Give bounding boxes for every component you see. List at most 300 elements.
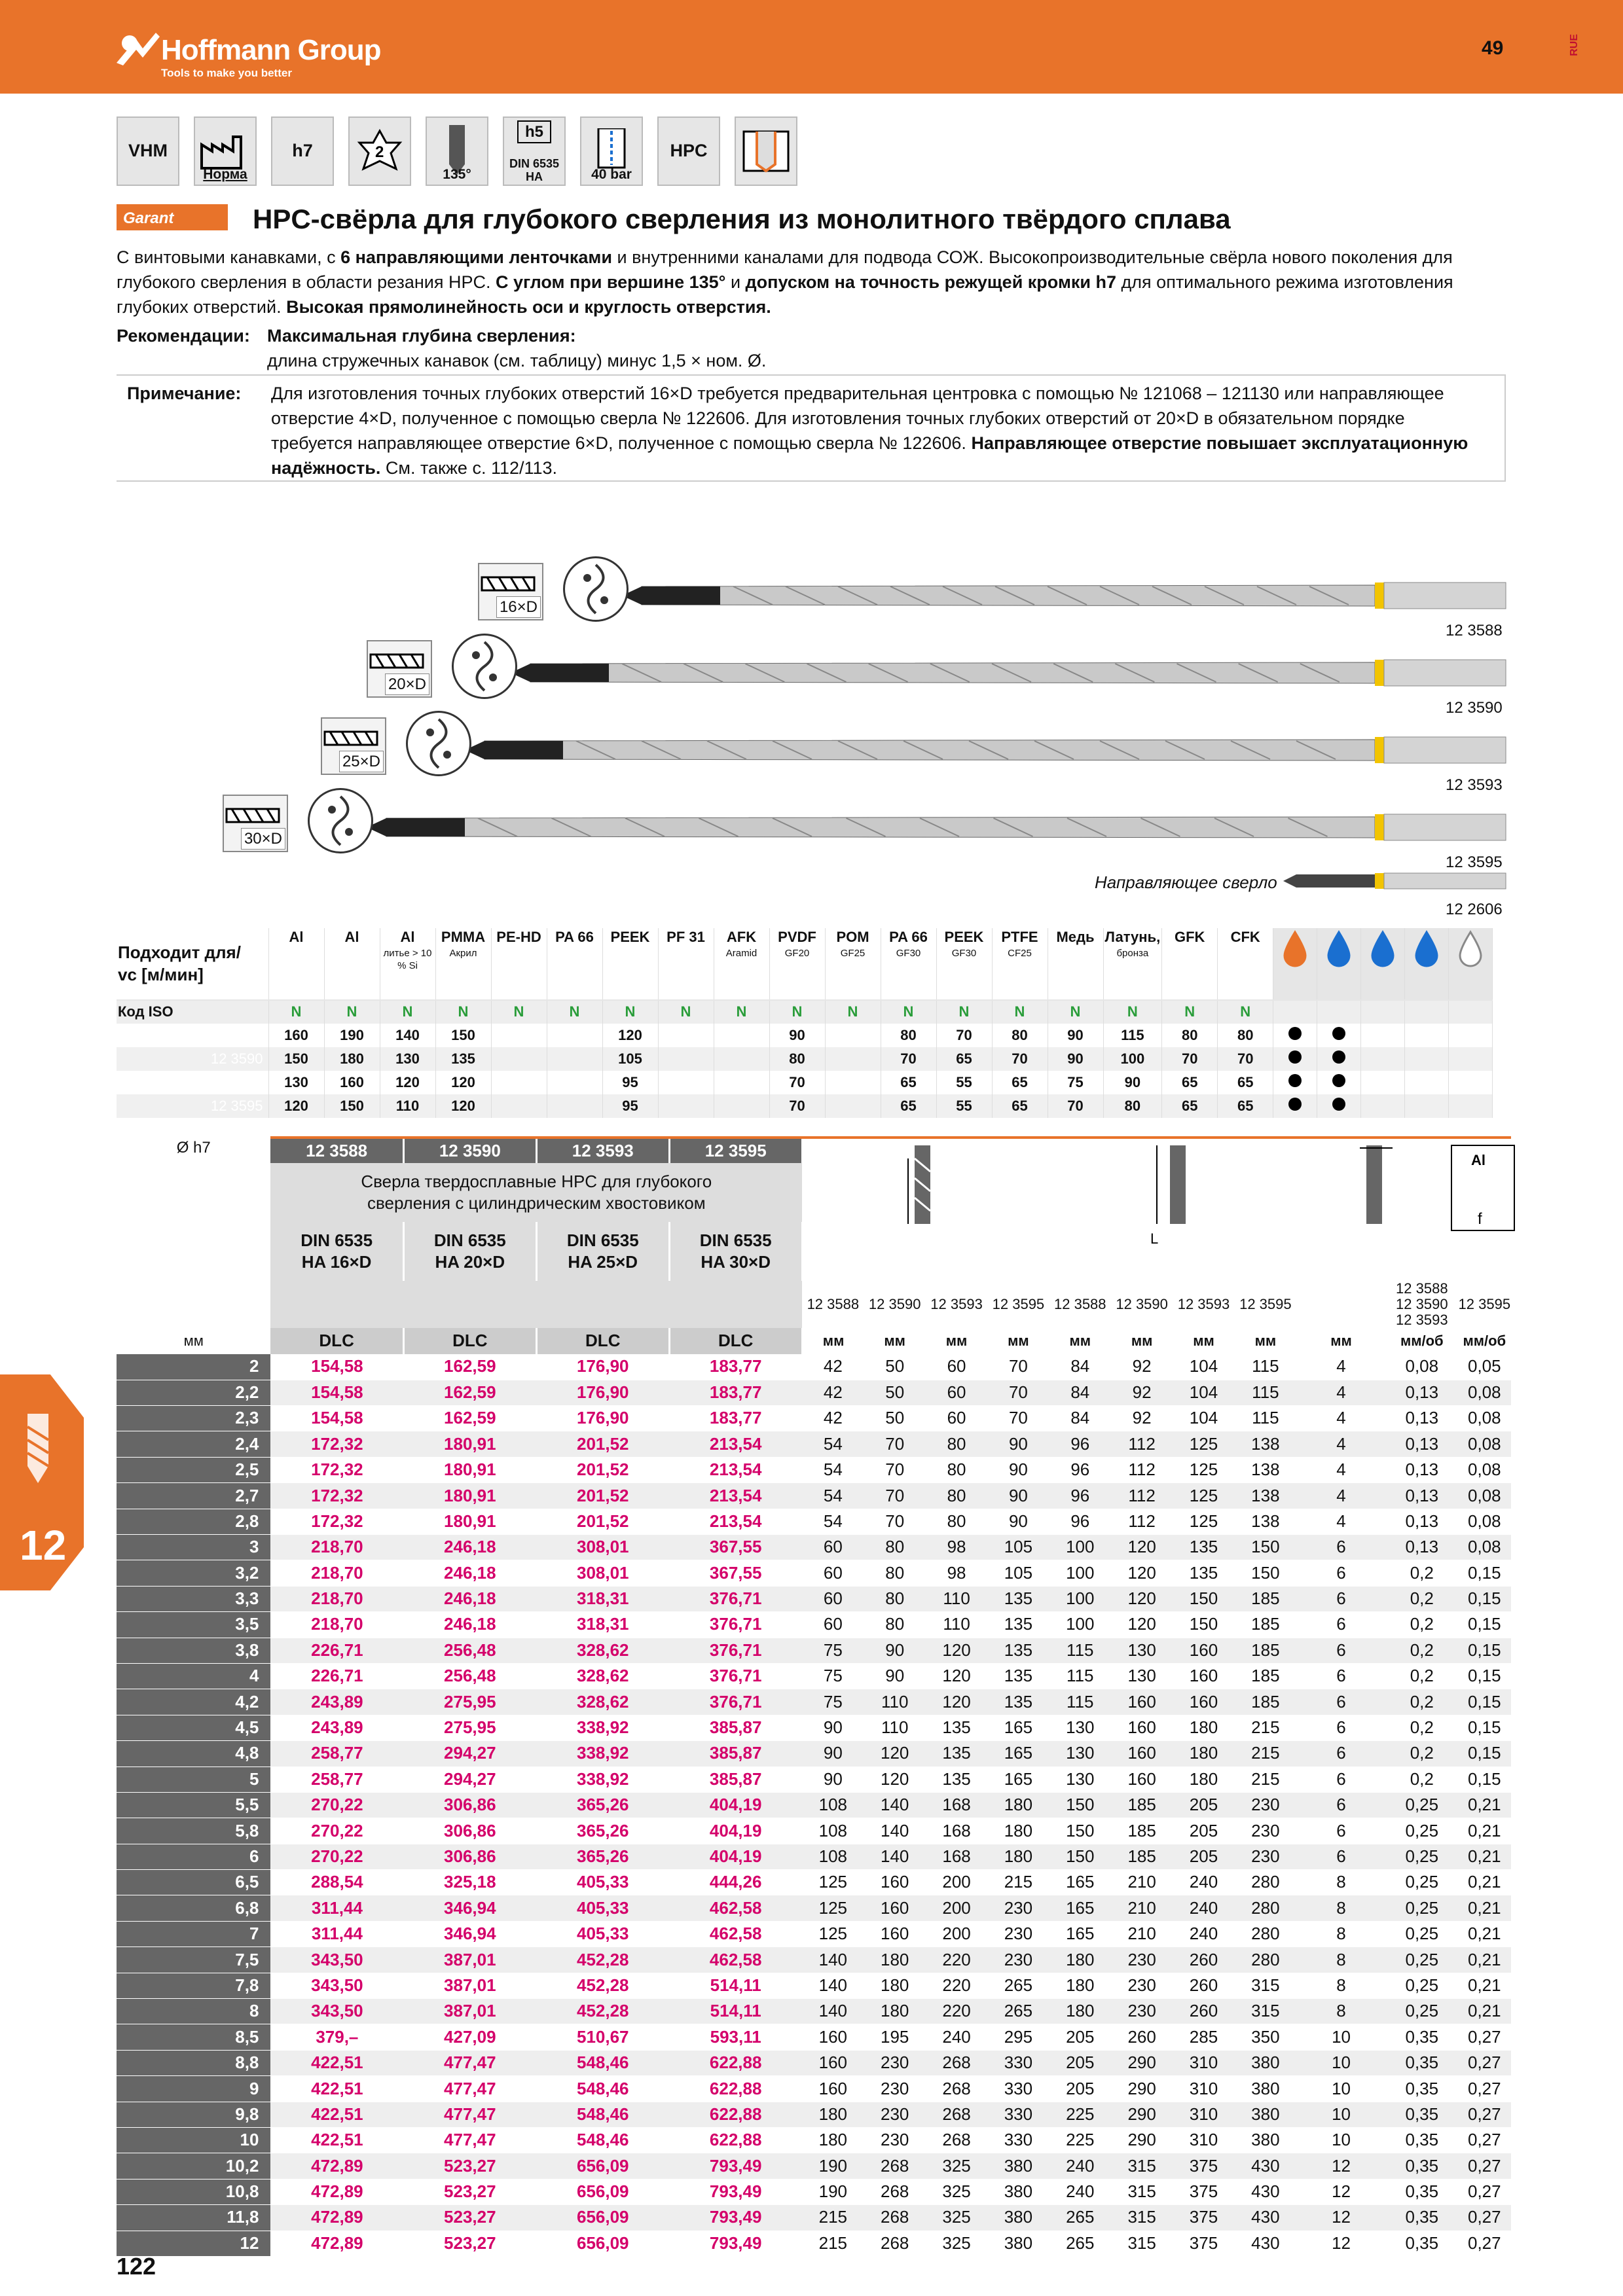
dimension-value: 84: [1049, 1380, 1111, 1405]
price[interactable]: 258,77: [270, 1767, 403, 1792]
price[interactable]: 477,47: [403, 2050, 536, 2075]
price[interactable]: 311,44: [270, 1895, 403, 1921]
diameter: 10: [117, 2128, 270, 2153]
dimension-value: 0,15: [1458, 1560, 1511, 1586]
dimension-value: 380: [1235, 2128, 1296, 2153]
price[interactable]: 422,51: [270, 2128, 403, 2153]
price[interactable]: 379,–: [270, 2024, 403, 2050]
dimension-value: 6: [1296, 1638, 1386, 1663]
dimension-value: 150: [1235, 1535, 1296, 1560]
iso-code: N: [547, 1000, 602, 1024]
price[interactable]: 514,11: [669, 1973, 802, 1998]
price[interactable]: 472,89: [270, 2231, 403, 2256]
unit-label: мм/об: [1400, 1332, 1444, 1349]
dimension-value: 205: [1049, 2076, 1111, 2102]
dimension-value: 110: [926, 1612, 987, 1638]
price[interactable]: 172,32: [270, 1483, 403, 1509]
price[interactable]: 472,89: [270, 2179, 403, 2204]
price[interactable]: 180,91: [403, 1509, 536, 1534]
dimension-value: 125: [802, 1895, 864, 1921]
material-column: [881, 928, 936, 1000]
dimension-value: 112: [1111, 1457, 1173, 1482]
price[interactable]: 376,71: [669, 1638, 802, 1663]
coolant-suitability: [1317, 1024, 1361, 1047]
dimension-value: 268: [926, 2076, 987, 2102]
price[interactable]: 243,89: [270, 1715, 403, 1740]
price[interactable]: 183,77: [669, 1406, 802, 1431]
price[interactable]: 328,62: [536, 1689, 669, 1715]
dimension-value: 0,35: [1386, 2050, 1458, 2075]
price[interactable]: 427,09: [403, 2024, 536, 2050]
cutting-speed: 70: [936, 1024, 992, 1047]
price[interactable]: 472,89: [270, 2205, 403, 2231]
price[interactable]: 376,71: [669, 1586, 802, 1611]
empty-cell: [536, 1281, 669, 1328]
price[interactable]: 793,49: [669, 2179, 802, 2204]
article-number[interactable]: [270, 1138, 403, 1163]
price[interactable]: 343,50: [270, 1999, 403, 2024]
price[interactable]: 172,32: [270, 1431, 403, 1457]
diameter: 6,8: [117, 1895, 270, 1921]
price[interactable]: 548,46: [536, 2076, 669, 2102]
price[interactable]: 548,46: [536, 2050, 669, 2075]
drill-shank: [1384, 814, 1506, 840]
drill-tip: [465, 741, 563, 759]
article-number[interactable]: [669, 1138, 802, 1163]
coolant-suitability: [1273, 1047, 1317, 1071]
price[interactable]: 477,47: [403, 2102, 536, 2127]
intro-segment: 6 направляющими ленточками: [340, 247, 612, 267]
hpc-icon: HPC: [657, 117, 720, 186]
price[interactable]: 338,92: [536, 1767, 669, 1792]
price[interactable]: 226,71: [270, 1638, 403, 1663]
price[interactable]: 172,32: [270, 1457, 403, 1482]
price[interactable]: 376,71: [669, 1663, 802, 1689]
price[interactable]: 270,22: [270, 1844, 403, 1869]
price[interactable]: 213,54: [669, 1483, 802, 1509]
price[interactable]: 318,31: [536, 1612, 669, 1638]
dimension-value: 50: [864, 1380, 926, 1405]
cutting-speed: 120: [435, 1094, 491, 1118]
diameter: 6: [117, 1844, 270, 1869]
cutting-speed: 120: [380, 1071, 435, 1094]
price[interactable]: 338,92: [536, 1715, 669, 1740]
material-speed-row: [117, 1071, 1493, 1094]
price[interactable]: 523,27: [403, 2205, 536, 2231]
price[interactable]: 793,49: [669, 2153, 802, 2179]
note-label: Примечание:: [127, 384, 242, 403]
price[interactable]: 404,19: [669, 1792, 802, 1818]
dimension-value: 60: [802, 1612, 864, 1638]
price[interactable]: 387,01: [403, 1999, 536, 2024]
dimension-value: 0,27: [1458, 2128, 1511, 2153]
price[interactable]: 180,91: [403, 1457, 536, 1482]
section-number: 12: [20, 1522, 67, 1569]
price[interactable]: 343,50: [270, 1973, 403, 1998]
suitable-dot-icon: [1288, 1027, 1302, 1040]
price[interactable]: 365,26: [536, 1818, 669, 1844]
cutting-speed: 160: [324, 1071, 380, 1094]
price[interactable]: 793,49: [669, 2205, 802, 2231]
vhm-icon: VHM: [117, 117, 179, 186]
coating: DLC: [669, 1328, 802, 1354]
suitable-dot-icon: [1332, 1074, 1345, 1087]
cutting-speed: 150: [435, 1024, 491, 1047]
price[interactable]: 201,52: [536, 1457, 669, 1482]
price[interactable]: 294,27: [403, 1741, 536, 1767]
coolant-suitability: [1361, 1047, 1405, 1071]
article-number-text: 12 3595: [704, 1140, 767, 1160]
price[interactable]: 308,01: [536, 1560, 669, 1586]
price[interactable]: 622,88: [669, 2076, 802, 2102]
coolant-suitability: [1273, 1024, 1317, 1047]
price[interactable]: 154,58: [270, 1354, 403, 1380]
table-row: [117, 1586, 1511, 1611]
price[interactable]: 365,26: [536, 1792, 669, 1818]
price[interactable]: 376,71: [669, 1689, 802, 1715]
price[interactable]: 593,11: [669, 2024, 802, 2050]
dimension-value: 100: [1049, 1586, 1111, 1611]
price[interactable]: 523,27: [403, 2153, 536, 2179]
price[interactable]: 246,18: [403, 1612, 536, 1638]
column-article-code: 12 3590: [1116, 1296, 1168, 1313]
diameter: 3,8: [117, 1638, 270, 1663]
price[interactable]: 367,55: [669, 1560, 802, 1586]
price[interactable]: 328,62: [536, 1638, 669, 1663]
dimension-value: 375: [1173, 2231, 1234, 2256]
article-number[interactable]: [403, 1138, 536, 1163]
dimension-value: 60: [926, 1380, 987, 1405]
dimension-value: 4: [1296, 1483, 1386, 1509]
price[interactable]: 385,87: [669, 1741, 802, 1767]
price[interactable]: 422,51: [270, 2050, 403, 2075]
table-row: [117, 2050, 1511, 2075]
drill-illustrations: [223, 530, 1532, 923]
price[interactable]: 656,09: [536, 2205, 669, 2231]
price[interactable]: 346,94: [403, 1895, 536, 1921]
price[interactable]: 294,27: [403, 1767, 536, 1792]
price[interactable]: 622,88: [669, 2128, 802, 2153]
table-row: [117, 2179, 1511, 2204]
brand-logo[interactable]: [117, 31, 381, 81]
price[interactable]: 422,51: [270, 2076, 403, 2102]
price[interactable]: 201,52: [536, 1509, 669, 1534]
price[interactable]: 365,26: [536, 1844, 669, 1869]
price[interactable]: 656,09: [536, 2153, 669, 2179]
price[interactable]: 477,47: [403, 2076, 536, 2102]
table-row: [117, 1638, 1511, 1663]
cutting-speed: 65: [1218, 1071, 1273, 1094]
price[interactable]: 246,18: [403, 1560, 536, 1586]
price[interactable]: 422,51: [270, 2102, 403, 2127]
price[interactable]: 154,58: [270, 1380, 403, 1405]
price[interactable]: 201,52: [536, 1483, 669, 1509]
dimension-value: 138: [1235, 1457, 1296, 1482]
dimension-value: 4: [1296, 1457, 1386, 1482]
cutting-speed: 70: [1048, 1094, 1103, 1118]
diameter: 2,3: [117, 1406, 270, 1431]
dimension-value: 125: [1173, 1509, 1234, 1534]
table-row: [117, 2205, 1511, 2231]
price[interactable]: 162,59: [403, 1380, 536, 1405]
price[interactable]: 656,09: [536, 2231, 669, 2256]
price[interactable]: 462,58: [669, 1947, 802, 1973]
material-column: [380, 928, 435, 1000]
price[interactable]: 154,58: [270, 1406, 403, 1431]
price[interactable]: 311,44: [270, 1921, 403, 1946]
dimension-value: 260: [1173, 1973, 1234, 1998]
price[interactable]: 405,33: [536, 1870, 669, 1895]
price[interactable]: 444,26: [669, 1870, 802, 1895]
cutting-speed: 90: [1048, 1047, 1103, 1071]
price[interactable]: 405,33: [536, 1895, 669, 1921]
drill-tip: [622, 586, 720, 605]
price[interactable]: 213,54: [669, 1509, 802, 1534]
price[interactable]: 183,77: [669, 1354, 802, 1380]
price[interactable]: 275,95: [403, 1715, 536, 1740]
dimension-value: 115: [1049, 1663, 1111, 1689]
price[interactable]: 213,54: [669, 1457, 802, 1482]
diameter: 4,5: [117, 1715, 270, 1740]
dimension-value: 0,35: [1386, 2231, 1458, 2256]
dimension-value: 230: [987, 1895, 1049, 1921]
guide-drill-label: Направляющее сверло: [1095, 872, 1277, 892]
price[interactable]: 176,90: [536, 1354, 669, 1380]
diameter: 5,5: [117, 1792, 270, 1818]
material-column: [324, 928, 380, 1000]
shank-h5-icon: h5 DIN 6535 HA: [503, 117, 566, 186]
price[interactable]: 162,59: [403, 1406, 536, 1431]
price[interactable]: 338,92: [536, 1741, 669, 1767]
price[interactable]: 477,47: [403, 2128, 536, 2153]
suitable-dot-icon: [1288, 1074, 1302, 1087]
price[interactable]: 462,58: [669, 1895, 802, 1921]
dimension-value: 125: [1173, 1483, 1234, 1509]
dimension-value: 200: [926, 1870, 987, 1895]
cutting-speed: 65: [1162, 1071, 1218, 1094]
dimension-value: 240: [1173, 1921, 1234, 1946]
dimension-value: 110: [864, 1689, 926, 1715]
price[interactable]: 510,67: [536, 2024, 669, 2050]
materials-title-line: Подходит для/: [118, 942, 241, 962]
table-row: [117, 1792, 1511, 1818]
dimension-value: 268: [926, 2102, 987, 2127]
table-row: [117, 1973, 1511, 1998]
price[interactable]: 385,87: [669, 1767, 802, 1792]
dimension-value: 135: [987, 1612, 1049, 1638]
price[interactable]: 385,87: [669, 1715, 802, 1740]
dimension-value: 260: [1111, 2024, 1173, 2050]
article-number[interactable]: [536, 1138, 669, 1163]
dimension-value: 70: [864, 1509, 926, 1534]
dimension-value: 80: [926, 1483, 987, 1509]
dimension-value: 90: [987, 1483, 1049, 1509]
price[interactable]: 218,70: [270, 1560, 403, 1586]
drill-shank: [1384, 660, 1506, 686]
dimension-value: 0,27: [1458, 2205, 1511, 2231]
price[interactable]: 270,22: [270, 1792, 403, 1818]
dimension-value: 285: [1173, 2024, 1234, 2050]
dimension-value: 165: [1049, 1921, 1111, 1946]
iso-code: N: [714, 1000, 769, 1024]
material-speed-row: [117, 1094, 1493, 1118]
dimension-value: 80: [926, 1431, 987, 1457]
dimension-value: 180: [1173, 1767, 1234, 1792]
price[interactable]: 328,62: [536, 1663, 669, 1689]
drill-band: [1375, 660, 1384, 686]
cutting-speed: 80: [881, 1024, 936, 1047]
dimension-value: 100: [1049, 1535, 1111, 1560]
material-name: Al: [344, 929, 359, 945]
note-text: Для изготовления точных глубоких отверстий 16×D требуется предварительная центровка с помощью № 121068 – 121130 или направляющее отверстие 4×D, полученное с помощью сверла № 122606. Для изготовления точных глубоких отверстий от 20×D в обязательном порядке требуется направляющее отверстие 6×D, полученное с помощью сверла № 122606. Направляющее отверстие повышает эксплуатационную надёжность. См. также с. 112/113.: [271, 384, 1468, 478]
price[interactable]: 306,86: [403, 1792, 536, 1818]
dimension-value: 180: [987, 1818, 1049, 1844]
dimension-value: 230: [864, 2128, 926, 2153]
price[interactable]: 176,90: [536, 1406, 669, 1431]
materials-title: [117, 928, 268, 1000]
price[interactable]: 462,58: [669, 1921, 802, 1946]
cutting-speed: 70: [769, 1071, 825, 1094]
dimension-value: 140: [802, 1999, 864, 2024]
dimension-value: 230: [1235, 1792, 1296, 1818]
dimension-value: 0,13: [1386, 1431, 1458, 1457]
price[interactable]: 405,33: [536, 1921, 669, 1946]
dimension-value: 120: [926, 1663, 987, 1689]
price[interactable]: 387,01: [403, 1947, 536, 1973]
material-name: Медь: [1056, 929, 1095, 945]
cutting-speed: 80: [992, 1024, 1048, 1047]
price[interactable]: 226,71: [270, 1663, 403, 1689]
price[interactable]: 270,22: [270, 1818, 403, 1844]
dimension-value: 165: [987, 1741, 1049, 1767]
dimension-value: 0,15: [1458, 1586, 1511, 1611]
price[interactable]: 387,01: [403, 1973, 536, 1998]
dimension-value: 12: [1296, 2205, 1386, 2231]
empty-cell: [117, 1222, 270, 1281]
price[interactable]: 213,54: [669, 1431, 802, 1457]
price[interactable]: 452,28: [536, 1973, 669, 1998]
price[interactable]: 367,55: [669, 1535, 802, 1560]
price[interactable]: 256,48: [403, 1638, 536, 1663]
dimension-value: 0,13: [1386, 1457, 1458, 1482]
iso-empty: [1361, 1000, 1405, 1024]
recommendations: [117, 323, 766, 373]
diameter: 2,7: [117, 1483, 270, 1509]
price[interactable]: 523,27: [403, 2179, 536, 2204]
dimension-value: 140: [864, 1844, 926, 1869]
coating: DLC: [403, 1328, 536, 1354]
dimension-value: 92: [1111, 1354, 1173, 1380]
dimension-value: 104: [1173, 1380, 1234, 1405]
price[interactable]: 258,77: [270, 1741, 403, 1767]
dimension-value: 96: [1049, 1509, 1111, 1534]
diameter: 5: [117, 1767, 270, 1792]
price[interactable]: 246,18: [403, 1535, 536, 1560]
price[interactable]: 472,89: [270, 2153, 403, 2179]
price[interactable]: 306,86: [403, 1818, 536, 1844]
intro-segment: С винтовыми канавками, с: [117, 247, 341, 267]
price[interactable]: 548,46: [536, 2102, 669, 2127]
dimension-value: 0,25: [1386, 1844, 1458, 1869]
price[interactable]: 243,89: [270, 1689, 403, 1715]
price[interactable]: 404,19: [669, 1818, 802, 1844]
price[interactable]: 288,54: [270, 1870, 403, 1895]
diameter: 9,8: [117, 2102, 270, 2127]
price[interactable]: 346,94: [403, 1921, 536, 1946]
price[interactable]: 218,70: [270, 1612, 403, 1638]
price[interactable]: 218,70: [270, 1586, 403, 1611]
cutting-speed: 70: [881, 1047, 936, 1071]
dimension-value: 60: [802, 1560, 864, 1586]
material-column: [714, 928, 769, 1000]
price[interactable]: 318,31: [536, 1586, 669, 1611]
price[interactable]: 514,11: [669, 1999, 802, 2024]
price[interactable]: 325,18: [403, 1870, 536, 1895]
price[interactable]: 176,90: [536, 1380, 669, 1405]
price[interactable]: 218,70: [270, 1535, 403, 1560]
price[interactable]: 180,91: [403, 1483, 536, 1509]
table-row: [117, 1999, 1511, 2024]
dimension-value: 0,2: [1386, 1560, 1458, 1586]
price[interactable]: 656,09: [536, 2179, 669, 2204]
price[interactable]: 622,88: [669, 2102, 802, 2127]
price[interactable]: 793,49: [669, 2231, 802, 2256]
diameter-label: Ø h7: [176, 1139, 211, 1157]
dimension-value: 98: [926, 1535, 987, 1560]
dimension-value: 80: [864, 1586, 926, 1611]
dimension-value: 220: [926, 1999, 987, 2024]
price[interactable]: 306,86: [403, 1844, 536, 1869]
price[interactable]: 275,95: [403, 1689, 536, 1715]
drill-band: [1375, 583, 1384, 609]
dimension-value: 268: [926, 2050, 987, 2075]
price[interactable]: 548,46: [536, 2128, 669, 2153]
dimension-value: 185: [1235, 1638, 1296, 1663]
dimension-value: 0,27: [1458, 2179, 1511, 2204]
dimension-value: 0,25: [1386, 1870, 1458, 1895]
suitable-dot-icon: [1332, 1098, 1345, 1111]
cutting-speed: 90: [1103, 1071, 1162, 1094]
dimension-value: 180: [864, 1947, 926, 1973]
dimension-value: 0,2: [1386, 1586, 1458, 1611]
price[interactable]: 162,59: [403, 1354, 536, 1380]
price[interactable]: 180,91: [403, 1431, 536, 1457]
dimension-value: 0,27: [1458, 2076, 1511, 2102]
price[interactable]: 376,71: [669, 1612, 802, 1638]
price[interactable]: 308,01: [536, 1535, 669, 1560]
price[interactable]: 523,27: [403, 2231, 536, 2256]
price[interactable]: 622,88: [669, 2050, 802, 2075]
price[interactable]: 183,77: [669, 1380, 802, 1405]
diameter: 7,5: [117, 1947, 270, 1973]
price[interactable]: 343,50: [270, 1947, 403, 1973]
empty-cell: [1296, 1281, 1386, 1328]
price[interactable]: 246,18: [403, 1586, 536, 1611]
dimension-value: 280: [1235, 1947, 1296, 1973]
dimension-value: 110: [926, 1586, 987, 1611]
unit-label: мм: [1131, 1332, 1153, 1349]
suitable-dot-icon: [1332, 1027, 1345, 1040]
price[interactable]: 404,19: [669, 1844, 802, 1869]
price[interactable]: 201,52: [536, 1431, 669, 1457]
price[interactable]: 452,28: [536, 1947, 669, 1973]
dimension-value: 230: [864, 2050, 926, 2075]
price[interactable]: 256,48: [403, 1663, 536, 1689]
price[interactable]: 452,28: [536, 1999, 669, 2024]
product-table-section: [117, 1136, 1511, 2257]
price[interactable]: 172,32: [270, 1509, 403, 1534]
iso-code: N: [881, 1000, 936, 1024]
